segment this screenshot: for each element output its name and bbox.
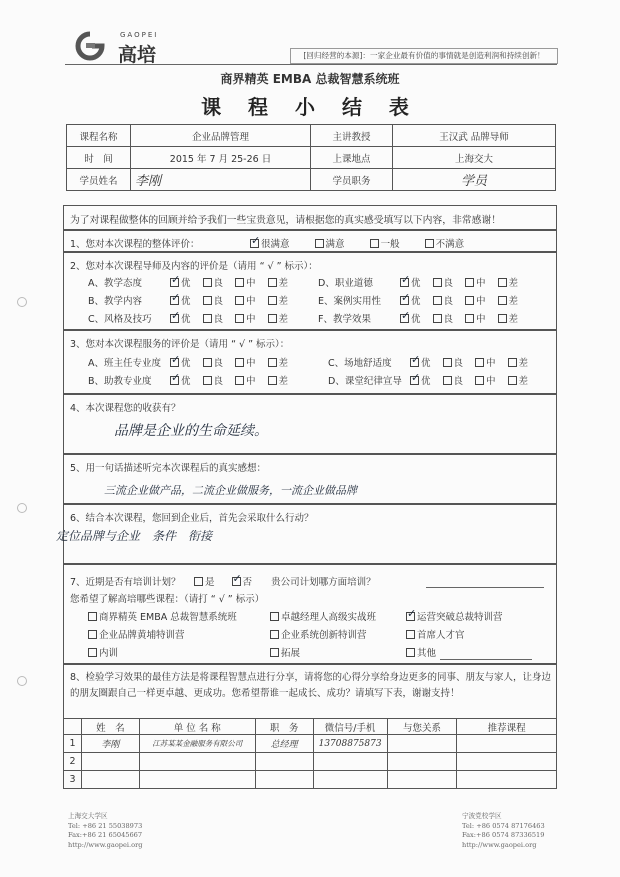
table-cell[interactable] [255,753,313,771]
grade-label: 良 [213,296,224,307]
row-number: 3 [64,771,82,789]
table-cell[interactable] [81,771,139,789]
grade-label: 中 [486,358,496,369]
student-label: 学员姓名 [67,169,131,191]
time-value: 2015 年 7 月 25-26 日 [131,147,311,169]
course-label: 卓越经理人高级实战班 [281,612,377,623]
checkbox[interactable] [433,278,442,287]
course-label: 企业品牌黄埔特训营 [99,630,185,641]
checkbox[interactable] [203,296,212,305]
criterion-label: E、案例实用性 [318,296,382,307]
student-name-value[interactable]: 李刚 [131,169,311,191]
table-cell[interactable]: 总经理 [255,735,313,753]
checkbox[interactable] [465,278,474,287]
grade-label: 中 [476,296,486,307]
table-cell[interactable] [313,771,387,789]
course-label: 其他 [417,648,437,659]
checkbox[interactable] [88,630,97,639]
checkbox[interactable] [203,376,212,385]
checkbox[interactable] [498,314,507,323]
interest-question: 您希望了解高培哪些课程：（请打 “ √ ” 标示） [70,594,265,605]
option-label: 很满意 [261,239,290,250]
checkbox[interactable] [370,239,379,248]
checkbox[interactable] [235,376,244,385]
q4-section [63,394,557,454]
q4-title: 4、本次课程您的收获有？ [70,403,181,414]
grade-label: 良 [443,314,454,325]
footer-left-contact: 上海交大学区 Tel: +86 21 55038973 Fax:+86 21 65045667 http://www.gaopei.org [68,812,143,849]
info-row [67,147,556,169]
grade-label: 良 [213,278,224,289]
checkbox[interactable] [203,314,212,323]
option-label: 是 [205,577,215,588]
table-cell[interactable] [139,753,255,771]
checkbox[interactable] [268,314,277,323]
q2-left-rating-row [88,293,300,307]
table-cell[interactable]: 李刚 [81,735,139,753]
course-name-label: 课程名称 [67,125,131,147]
logo-english: GAOPEI [120,31,159,39]
row-number: 2 [64,753,82,771]
grade-label: 良 [453,358,464,369]
option-label: 否 [242,577,253,588]
grade-label: 差 [278,278,289,289]
checkbox[interactable] [88,612,97,621]
q5-section [63,454,557,504]
course-label: 企业系统创新特训营 [281,630,367,641]
grade-label: 中 [246,314,256,325]
q3-right-rating-row [328,373,540,387]
course-label: 商界精英 EMBA 总裁智慧系统班 [99,612,237,623]
q6-answer[interactable]: 定位品牌与企业 条件 衔接 [56,529,213,543]
location-value: 上海交大 [393,147,556,169]
checkbox[interactable] [508,376,517,385]
q2-left-rating-row [88,275,300,289]
other-input-line[interactable] [440,648,532,660]
column-header: 微信号/手机 [313,719,387,735]
checkbox[interactable] [443,376,452,385]
checkbox[interactable] [433,314,442,323]
professor-label: 主讲教授 [311,125,393,147]
plan-question: 贵公司计划哪方面培训？ [271,577,376,588]
criterion-label: A、班主任专业度 [88,358,161,369]
column-header: 姓 名 [81,719,139,735]
criterion-label: C、风格及技巧 [88,314,152,325]
checkbox-checked[interactable] [250,239,259,248]
course-name-value: 企业品牌管理 [131,125,311,147]
checkbox-checked[interactable] [400,296,409,305]
footer-right-contact: 宁波党校学区 Tel: +86 0574 87176463 Fax:+86 0574 87336519 http://www.gaopei.org [462,812,545,849]
course-option [406,627,465,641]
checkbox[interactable] [194,577,203,586]
binder-hole [17,676,27,686]
grade-label: 差 [278,376,289,387]
table-cell[interactable] [457,735,557,753]
course-option [88,627,185,641]
checkbox[interactable] [498,278,507,287]
q2-section [63,252,557,330]
plan-answer-line[interactable] [426,587,544,588]
q3-section [63,330,557,394]
checkbox[interactable] [475,376,484,385]
q3-left-rating-row [88,355,300,369]
grade-label: 优 [181,358,191,369]
referral-header-row [64,719,557,735]
criterion-label: B、教学内容 [88,296,143,307]
info-row [67,169,556,191]
grade-label: 中 [246,296,256,307]
course-option [88,609,237,623]
grade-label: 优 [181,296,191,307]
checkbox[interactable] [268,296,277,305]
checkbox[interactable] [268,278,277,287]
checkbox[interactable] [235,314,244,323]
q2-right-rating-row [318,293,530,307]
course-label: 首席人才官 [417,630,465,641]
column-header: 推荐课程 [457,719,557,735]
row-number: 1 [64,735,82,753]
grade-label: 优 [411,278,421,289]
table-cell[interactable] [313,753,387,771]
grade-label: 良 [213,358,224,369]
checkbox[interactable] [406,648,415,657]
position-label: 学员职务 [311,169,393,191]
grade-label: 差 [508,278,519,289]
professor-value: 王汉武 品牌导师 [393,125,556,147]
table-cell[interactable] [139,771,255,789]
q2-right-rating-row [318,275,530,289]
form-title: 课 程 小 结 表 [201,95,419,119]
grade-label: 优 [421,376,431,387]
checkbox[interactable] [268,376,277,385]
q1-title: 1、您对本次课程的整体评价： [70,239,200,250]
grade-label: 良 [443,278,454,289]
table-cell[interactable] [387,771,457,789]
checkbox[interactable] [508,358,517,367]
position-value[interactable]: 学员 [393,169,556,191]
grade-label: 中 [246,376,256,387]
table-row [64,735,557,753]
checkbox[interactable] [235,278,244,287]
course-option [88,645,118,659]
grade-label: 差 [518,358,529,369]
checkbox[interactable] [406,630,415,639]
grade-label: 中 [246,358,256,369]
table-cell[interactable] [457,753,557,771]
option-label: 一般 [380,239,400,250]
criterion-label: B、助教专业度 [88,376,152,387]
slogan: [回归经营的本源]：一家企业最有价值的事情就是创造利润和持续创新！ [290,48,558,64]
checkbox[interactable] [443,358,452,367]
q8-section [63,664,557,718]
q6-section [56,504,557,564]
course-option [270,609,376,623]
q3-title: 3、您对本次课程服务的评价是（请用 “ √ ” 标示）： [70,339,290,350]
q7-section [63,564,557,664]
table-cell[interactable] [255,771,313,789]
grade-label: 中 [476,278,486,289]
course-label: 拓展 [281,648,301,659]
checkbox[interactable] [270,648,279,657]
checkbox[interactable] [270,612,279,621]
grade-label: 差 [508,314,519,325]
column-header [64,719,82,735]
checkbox-checked[interactable] [406,612,415,621]
grade-label: 优 [181,314,191,325]
checkbox-checked[interactable] [232,577,241,586]
table-cell[interactable] [387,735,457,753]
grade-label: 差 [518,376,529,387]
grade-label: 良 [213,376,224,387]
grade-label: 中 [486,376,496,387]
grade-label: 良 [213,314,224,325]
course-option [270,627,367,641]
info-row [67,125,556,147]
course-info-table [66,124,556,191]
table-row [64,753,557,771]
checkbox[interactable] [465,296,474,305]
course-option [406,645,532,660]
table-row [64,771,557,789]
q4-answer[interactable]: 品牌是企业的生命延续。 [114,423,268,439]
option-label: 不满意 [435,239,465,250]
criterion-label: D、课堂纪律宣导 [328,376,402,387]
checkbox[interactable] [235,296,244,305]
checkbox[interactable] [268,358,277,367]
gaopei-logo-icon [70,31,110,61]
checkbox[interactable] [235,358,244,367]
location-label: 上课地点 [311,147,393,169]
checkbox-checked[interactable] [170,314,179,323]
binder-hole [17,297,27,307]
column-header: 与您关系 [387,719,457,735]
checkbox-checked[interactable] [400,314,409,323]
q3-left-rating-row [88,373,300,387]
checkbox-checked[interactable] [170,376,179,385]
header-divider [65,64,557,65]
checkbox[interactable] [88,648,97,657]
table-cell[interactable] [387,753,457,771]
checkbox-checked[interactable] [410,376,419,385]
checkbox-checked[interactable] [170,278,179,287]
checkbox[interactable] [315,239,324,248]
checkbox[interactable] [498,296,507,305]
column-header: 单 位 名 称 [139,719,255,735]
course-option [270,645,300,659]
q7-yes-no [194,574,376,588]
logo-chinese: 高培 [118,44,157,66]
grade-label: 优 [181,376,191,387]
grade-label: 中 [476,314,486,325]
course-label: 运营突破总裁特训营 [417,612,503,623]
grade-label: 良 [443,296,454,307]
checkbox[interactable] [203,358,212,367]
table-cell[interactable] [81,753,139,771]
grade-label: 良 [453,376,464,387]
table-cell[interactable]: 13708875873 [313,735,387,753]
q5-title: 5、用一句话描述听完本次课程后的真实感想： [70,463,267,474]
q2-title: 2、您对本次课程导师及内容的评价是（请用 “ √ ” 标示）： [70,261,318,272]
checkbox[interactable] [425,239,434,248]
intro-text: 为了对课程做整体的回顾并给予我们一些宝贵意见，请根据您的真实感受填写以下内容，非常感谢！ [70,215,502,226]
checkbox[interactable] [433,296,442,305]
criterion-label: F、教学效果 [318,314,371,325]
q1-section [63,230,557,252]
checkbox[interactable] [203,278,212,287]
q6-title: 6、结合本次课程，您回到企业后，首先会采取什么行动？ [70,513,314,524]
q5-answer[interactable]: 三流企业做产品，二流企业做服务，一流企业做品牌 [104,484,357,497]
checkbox-checked[interactable] [170,296,179,305]
checkbox[interactable] [465,314,474,323]
checkbox-checked[interactable] [400,278,409,287]
grade-label: 优 [411,314,421,325]
grade-label: 优 [181,278,191,289]
grade-label: 差 [508,296,519,307]
grade-label: 优 [421,358,431,369]
option-label: 满意 [325,239,345,250]
checkbox-checked[interactable] [170,358,179,367]
q1-options [250,236,474,250]
table-cell[interactable] [457,771,557,789]
checkbox-checked[interactable] [410,358,419,367]
grade-label: 优 [411,296,421,307]
column-header: 职 务 [255,719,313,735]
table-cell[interactable]: 江苏某某金融服务有限公司 [139,735,255,753]
criterion-label: D、职业道德 [318,278,373,289]
checkbox[interactable] [475,358,484,367]
referral-table [63,718,557,789]
binder-hole [17,503,27,513]
time-label: 时 间 [67,147,131,169]
grade-label: 差 [278,314,289,325]
grade-label: 中 [246,278,256,289]
q7-title: 7、近期是否有培训计划？ [70,577,181,588]
course-option [406,609,503,623]
intro-box [63,205,557,230]
q8-title: 8、检验学习效果的最佳方法是将课程智慧点进行分享，请将您的心得分享给身边更多的同事、朋友与家人，让身边的朋友圈跟自己一样更卓越、更成功。您希望帮谁一起成长、成功？请填写下表，谢谢支持！ [70,672,552,699]
q2-right-rating-row [318,311,530,325]
grade-label: 差 [278,296,289,307]
checkbox[interactable] [270,630,279,639]
criterion-label: C、场地舒适度 [328,358,392,369]
q3-right-rating-row [328,355,540,369]
course-label: 内训 [99,648,119,659]
q2-left-rating-row [88,311,300,325]
program-title: 商界精英 EMBA 总裁智慧系统班 [220,72,400,86]
criterion-label: A、教学态度 [88,278,142,289]
grade-label: 差 [278,358,289,369]
